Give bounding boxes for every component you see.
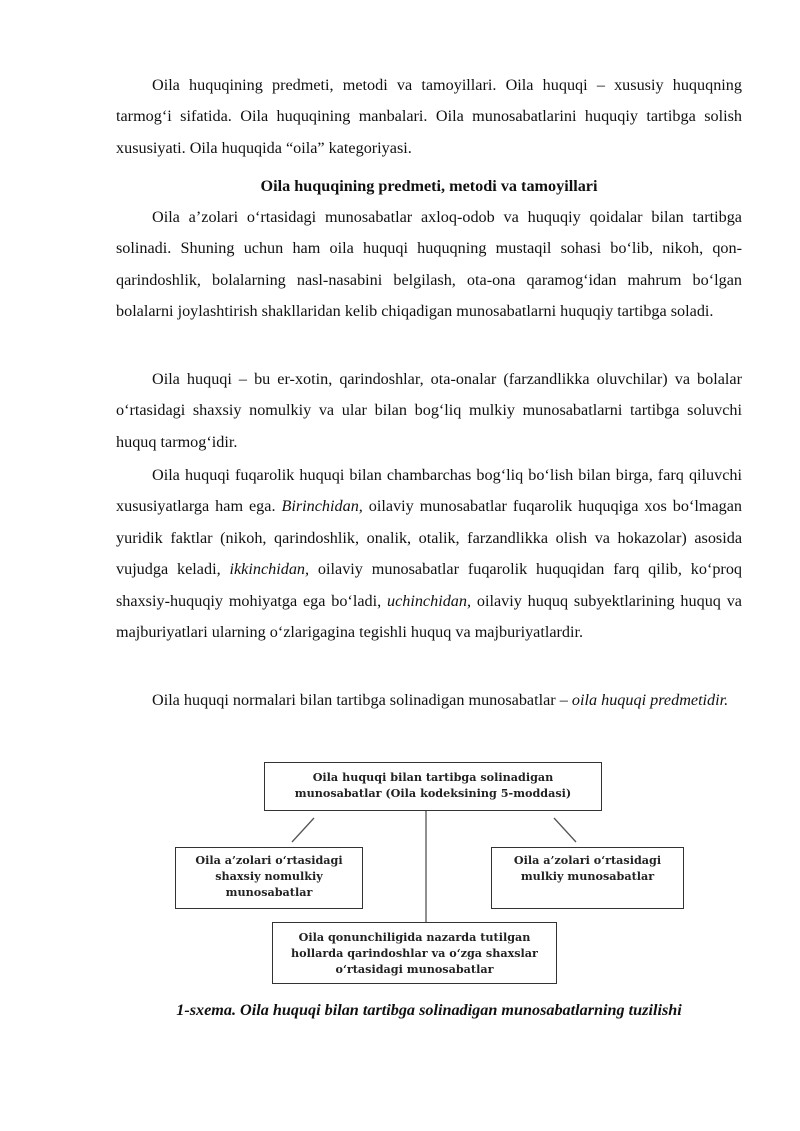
diagram-box-bottom-line-3: o‘rtasidagi munosabatlar [335,962,494,976]
paragraph-3-emphasis-first: Birinchidan, [281,497,363,516]
paragraph-4-emphasis: oila huquqi predmetidir. [571,691,729,709]
diagram-box-top [264,762,602,811]
diagram-box-top-line-2: munosabatlar (Oila kodeksining 5-moddasi) [294,786,572,800]
diagram-box-bottom-line-2: hollarda qarindoshlar va o‘zga shaxslar [291,946,538,960]
paragraph-1: Oila a’zolari o‘rtasidagi munosabatlar axloq-odob va huquqiy qoidalar bilan tartibga solinadi. Shuning uchun ham oila huquqi huquqning mustaqil sohasi bo‘lib, nikoh, qon-qarindoshlik, bolalarning nasl-nasabini belgilash, ota-ona qaramog‘idan mahrum bo‘lgan bolalarni joylashtirish shakllaridan kelib chiqadigan munosabatlarni huquqiy tartibga soladi. [116,208,742,321]
paragraph-3-text-a: Oila huquqi fuqarolik huquqi bilan chambarchas bog‘liq bo‘lish bilan birga, farq qiluvchi xususiyatlarga ham ega. [116,466,742,516]
paragraph-2: Oila huquqi – bu er-xotin, qarindoshlar, ota-onalar (farzandlikka oluvchilar) va bolalar o‘rtasidagi shaxsiy nomulkiy va ular bilan bog‘liq mulkiy munosabatlarni tartibga soluvchi huquq tarmog‘idir. [116,370,742,451]
diagram-box-left-line-1: Oila a’zolari o‘rtasidagi [195,853,343,867]
paragraph-3-text-c: oilaviy munosabatlar fuqarolik huquqiga xos bo‘lmagan yuridik faktlar (nikoh, qarindoshlik, onalik, otalik, farzandlikka olish va hokazolar) asosida vujudga keladi, [116,497,742,579]
figure-caption: 1-sxema. Oila huquqi bilan tartibga solinadigan munosabatlarning tuzilishi [176,1001,682,1019]
intro-paragraph: Oila huquqining predmeti, metodi va tamoyillari. Oila huquqi – xususiy huquqning tarmog‘i sifatida. Oila huquqining manbalari. Oila munosabatlarini huquqiy tartibga solish xususiyati. Oila huquqida “oila” kategoriyasi. [116,76,742,157]
diagram-box-top-line-1: Oila huquqi bilan tartibga solinadigan [312,770,554,784]
paragraph-3-text-g: oilaviy huquq subyektlarining huquq va majburiyatlari ularning o‘zlarigagina tegishli huquq va majburiyatlardir. [116,591,742,642]
diagram-box-left-line-3: munosabatlar [225,885,313,899]
section-title: Oila huquqining predmeti, metodi va tamoyillari [260,177,598,195]
diagram-box-left [175,847,363,909]
paragraph-3-text-e: oilaviy munosabatlar fuqarolik huquqidan farq qilib, ko‘proq shaxsiy-huquqiy mohiyatga ega bo‘ladi, [116,560,743,610]
diagram-box-bottom [272,922,557,984]
connector-left-line [292,818,314,842]
paragraph-3-emphasis-third: uchinchidan, [386,591,472,610]
diagram-box-bottom-line-1: Oila qonunchiligida nazarda tutilgan [298,930,531,944]
connector-right-line [554,818,576,842]
paragraph-4-text: Oila huquqi normalari bilan tartibga solinadigan munosabatlar – [152,691,572,709]
diagram-box-left-line-2: shaxsiy nomulkiy [215,869,323,883]
diagram-box-right-line-2: mulkiy munosabatlar [520,869,655,883]
diagram-box-right-line-1: Oila a’zolari o‘rtasidagi [513,853,662,867]
paragraph-3-emphasis-second: ikkinchidan, [229,560,310,579]
diagram-box-right [491,847,684,909]
